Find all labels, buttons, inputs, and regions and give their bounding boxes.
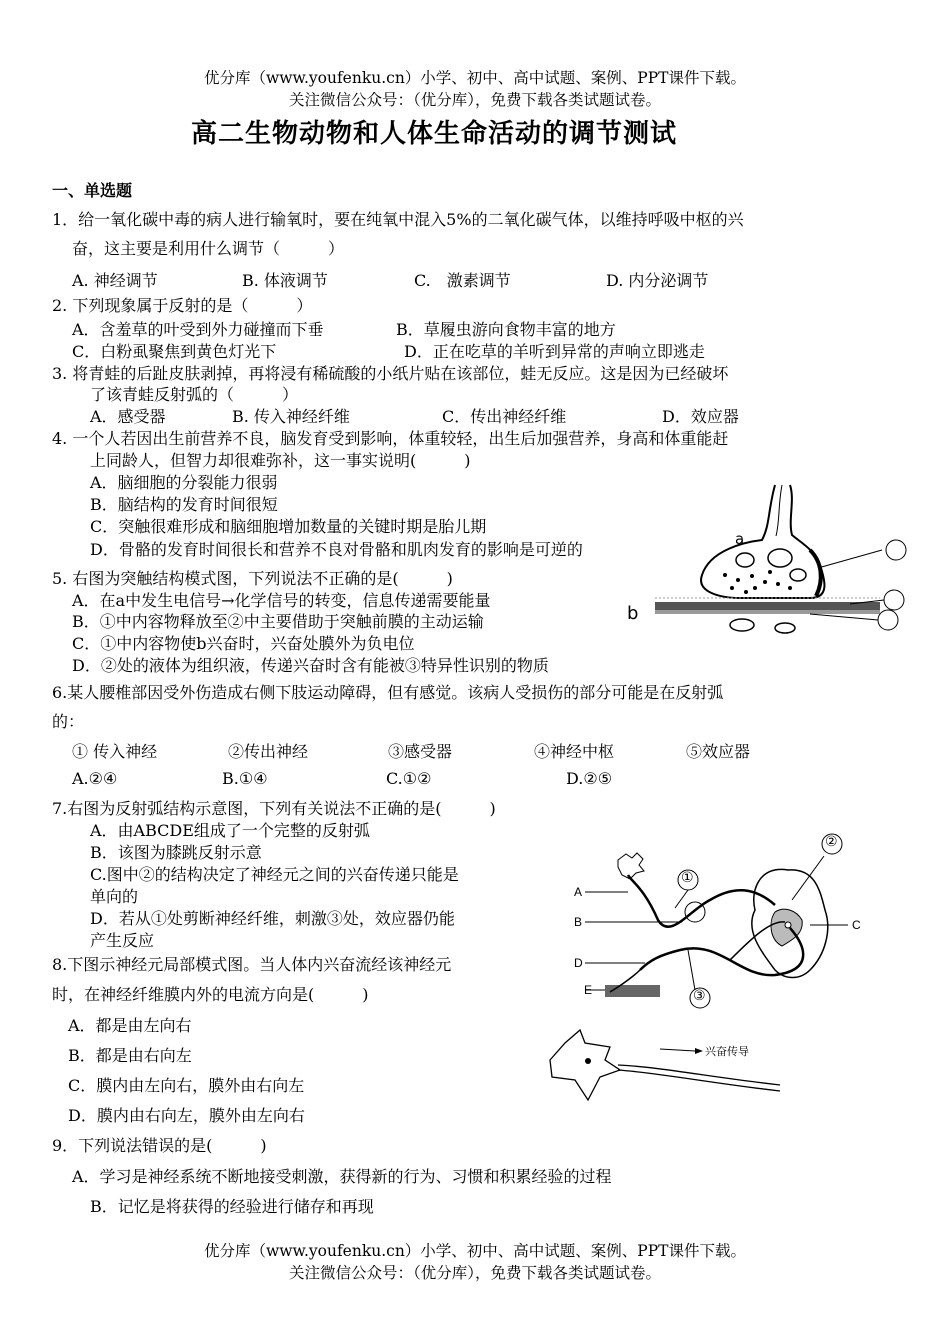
q3-option-b: B. 传入神经纤维 xyxy=(232,407,350,426)
header-line-2: 关注微信公众号：（优分库），免费下载各类试题试卷。 xyxy=(288,91,661,109)
q9-option-a: A．学习是神经系统不断地接受刺激，获得新的行为、习惯和积累经验的过程 xyxy=(72,1167,612,1186)
page-title: 高二生物动物和人体生命活动的调节测试 xyxy=(190,119,677,149)
q6-item-2: ②传出神经 xyxy=(228,742,309,761)
footer-line-1: 优分库（www.youfenku.cn）小学、初中、高中试题、案例、PPT课件下载。 xyxy=(203,1242,747,1260)
q2-option-b: B．草履虫游向食物丰富的地方 xyxy=(396,320,616,339)
q6-option-c: C.①② xyxy=(386,769,432,788)
q9-option-b: B．记忆是将获得的经验进行储存和再现 xyxy=(90,1197,374,1216)
q4-option-d: D．骨骼的发育时间很长和营养不良对骨骼和肌肉发育的影响是可逆的 xyxy=(90,540,583,559)
q3-option-c: C．传出神经纤维 xyxy=(442,407,567,426)
q2-option-d: D．正在吃草的羊听到异常的声响立即逃走 xyxy=(404,342,705,361)
reflex-label-3: ③ xyxy=(693,988,706,1004)
reflex-label-a: A xyxy=(574,885,583,899)
q1-stem-line2: 奋，这主要是利用什么调节（ ） xyxy=(72,239,345,258)
q7-option-c-line2: 单向的 xyxy=(90,887,139,906)
q6-stem-line2: 的： xyxy=(52,712,85,731)
q4-option-a: A．脑细胞的分裂能力很弱 xyxy=(90,473,278,492)
q3-option-d: D．效应器 xyxy=(662,407,739,426)
q1-option-c: C. 激素调节 xyxy=(414,271,511,290)
reflex-label-2: ② xyxy=(825,834,838,850)
reflex-label-c: C xyxy=(852,918,861,932)
q8-option-c: C．膜内由左向右，膜外由右向左 xyxy=(68,1076,305,1095)
footer-line-2: 关注微信公众号：（优分库），免费下载各类试题试卷。 xyxy=(288,1264,661,1282)
q6-item-1: ① 传入神经 xyxy=(72,742,158,761)
q6-option-d: D.②⑤ xyxy=(566,769,613,788)
synapse-label-a: a xyxy=(735,530,745,548)
q1-option-b: B. 体液调节 xyxy=(242,271,328,290)
q5-option-b: B．①中内容物释放至②中主要借助于突触前膜的主动运输 xyxy=(72,612,484,631)
q8-option-a: A．都是由左向右 xyxy=(68,1016,192,1035)
q6-stem-line1: 6.某人腰椎部因受外伤造成右侧下肢运动障碍，但有感觉。该病人受损伤的部分可能是在反射弧 xyxy=(52,683,724,702)
q2-option-c: C．白粉虱聚焦到黄色灯光下 xyxy=(72,342,277,361)
q3-option-a: A．感受器 xyxy=(90,407,166,426)
synapse-figure xyxy=(627,480,912,660)
q7-option-a: A．由ABCDE组成了一个完整的反射弧 xyxy=(90,821,370,840)
reflex-arc-figure xyxy=(570,830,880,1030)
q5-option-c: C．①中内容物使b兴奋时，兴奋处膜外为负电位 xyxy=(72,634,415,653)
neuron-arrow-label: 兴奋传导 xyxy=(705,1045,749,1058)
q4-option-b: B．脑结构的发育时间很短 xyxy=(90,495,278,514)
q5-option-a: A．在a中发生电信号→化学信号的转变，信息传递需要能量 xyxy=(72,591,491,610)
header-line-1: 优分库（www.youfenku.cn）小学、初中、高中试题、案例、PPT课件下载。 xyxy=(203,69,747,87)
q1-option-d: D. 内分泌调节 xyxy=(606,271,709,290)
q6-item-3: ③感受器 xyxy=(388,742,453,761)
neuron-diagram xyxy=(540,1025,800,1105)
synapse-diagram xyxy=(650,480,912,660)
q6-option-b: B.①④ xyxy=(222,769,268,788)
q8-stem-line2: 时，在神经纤维膜内外的电流方向是( ) xyxy=(52,985,369,1004)
q7-option-c-line1: C.图中②的结构决定了神经元之间的兴奋传递只能是 xyxy=(90,865,459,884)
q6-option-a: A.②④ xyxy=(72,769,118,788)
q1-stem-line1: 1．给一氧化碳中毒的病人进行输氧时，要在纯氧中混入5%的二氧化碳气体，以维持呼吸中枢的兴 xyxy=(52,210,744,229)
reflex-label-e: E xyxy=(584,983,593,997)
q9-stem: 9．下列说法错误的是( ) xyxy=(52,1136,267,1155)
q4-stem-line2: 上同龄人，但智力却很难弥补，这一事实说明( ) xyxy=(90,451,471,470)
section-heading: 一、单选题 xyxy=(52,181,133,200)
reflex-label-1: ① xyxy=(681,870,694,886)
q2-option-a: A．含羞草的叶受到外力碰撞而下垂 xyxy=(72,320,324,339)
q1-option-a: A. 神经调节 xyxy=(72,271,158,290)
q6-item-4: ④神经中枢 xyxy=(534,742,615,761)
q7-option-b: B．该图为膝跳反射示意 xyxy=(90,843,262,862)
q5-option-d: D．②处的液体为组织液，传递兴奋时含有能被③特异性识别的物质 xyxy=(72,656,549,675)
q3-stem-line1: 3. 将青蛙的后趾皮肤剥掉，再将浸有稀硫酸的小纸片贴在该部位，蛙无反应。这是因为已经破坏 xyxy=(52,364,729,383)
q5-stem: 5. 右图为突触结构模式图，下列说法不正确的是( ) xyxy=(52,569,453,588)
q7-stem: 7.右图为反射弧结构示意图，下列有关说法不正确的是( ) xyxy=(52,799,496,818)
neuron-figure xyxy=(540,1025,800,1105)
reflex-label-b: B xyxy=(574,915,583,929)
reflex-arc-diagram xyxy=(570,830,880,1030)
q7-option-d-line1: D．若从①处剪断神经纤维，刺激③处，效应器仍能 xyxy=(90,909,455,928)
synapse-label-b-text: b xyxy=(627,603,639,624)
q4-option-c: C．突触很难形成和脑细胞增加数量的关键时期是胎儿期 xyxy=(90,517,487,536)
q6-item-5: ⑤效应器 xyxy=(686,742,751,761)
q4-stem-line1: 4. 一个人若因出生前营养不良，脑发育受到影响，体重较轻，出生后加强营养，身高和体重能赶 xyxy=(52,429,729,448)
q8-stem-line1: 8.下图示神经元局部模式图。当人体内兴奋流经该神经元 xyxy=(52,955,452,974)
reflex-label-d: D xyxy=(574,956,583,970)
q7-option-d-line2: 产生反应 xyxy=(90,931,155,950)
q8-option-d: D．膜内由右向左，膜外由左向右 xyxy=(68,1106,305,1125)
q2-stem: 2. 下列现象属于反射的是（ ） xyxy=(52,296,313,315)
q3-stem-line2: 了该青蛙反射弧的（ ） xyxy=(90,385,299,404)
q8-option-b: B．都是由右向左 xyxy=(68,1046,192,1065)
